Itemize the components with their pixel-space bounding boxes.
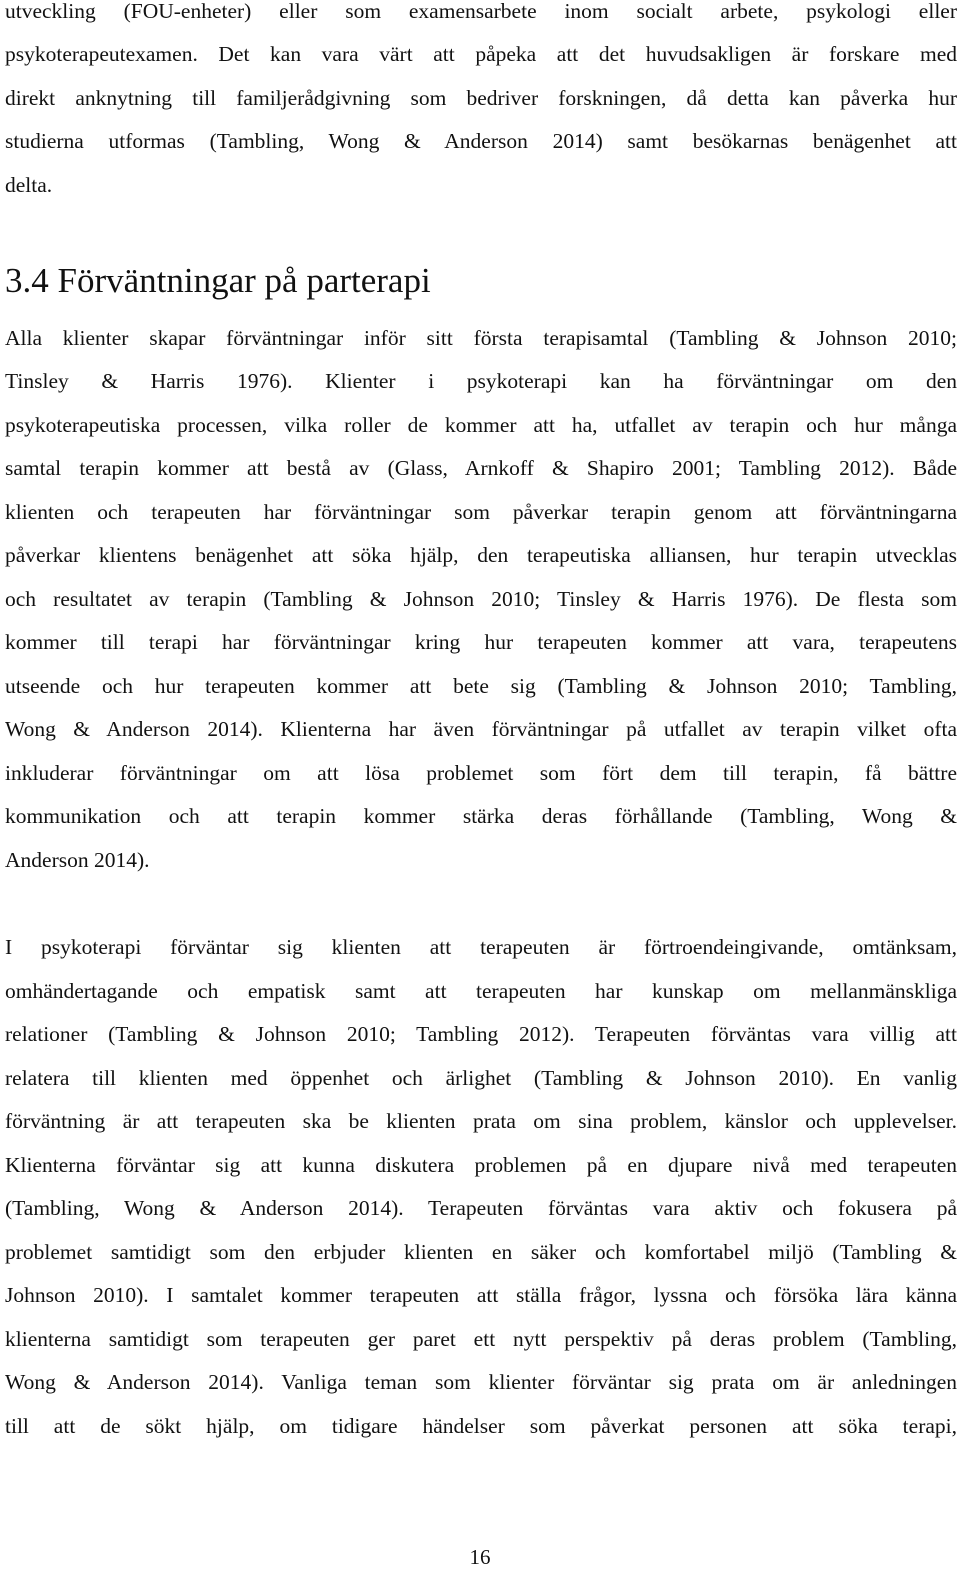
text-line: Wong & Anderson 2014). Klienterna har även förväntningar på utfallet av terapin vilket ofta xyxy=(5,717,957,741)
text-line: Tinsley & Harris 1976). Klienter i psykoterapi kan ha förväntningar om den xyxy=(5,369,957,393)
text-line: relatera till klienten med öppenhet och ärlighet (Tambling & Johnson 2010). En vanlig xyxy=(5,1066,957,1090)
text-line: kommer till terapi har förväntningar kring hur terapeuten kommer att vara, terapeutens xyxy=(5,630,957,654)
text-line: inkluderar förväntningar om att lösa problemet som fört dem till terapin, få bättre xyxy=(5,761,957,785)
text-line: Johnson 2010). I samtalet kommer terapeuten att ställa frågor, lyssna och försöka lära känna xyxy=(5,1283,957,1307)
text-line: klienten och terapeuten har förväntningar som påverkar terapin genom att förväntningarna xyxy=(5,500,957,524)
section-heading: 3.4 Förväntningar på parterapi xyxy=(5,261,431,300)
text-line: utseende och hur terapeuten kommer att bete sig (Tambling & Johnson 2010; Tambling, xyxy=(5,674,957,698)
text-line: förväntning är att terapeuten ska be klienten prata om sina problem, känslor och upplevelser. xyxy=(5,1109,957,1133)
text-line: till att de sökt hjälp, om tidigare händelser som påverkat personen att söka terapi, xyxy=(5,1414,957,1438)
text-line: I psykoterapi förväntar sig klienten att terapeuten är förtroendeingivande, omtänksam, xyxy=(5,935,957,959)
text-line: relationer (Tambling & Johnson 2010; Tambling 2012). Terapeuten förväntas vara villig att xyxy=(5,1022,957,1046)
text-line: direkt anknytning till familjerådgivning som bedriver forskningen, då detta kan påverka hur xyxy=(5,86,957,110)
page-number: 16 xyxy=(469,1545,491,1569)
text-line: Wong & Anderson 2014). Vanliga teman som klienter förväntar sig prata om är anledningen xyxy=(5,1370,957,1394)
text-line: kommunikation och att terapin kommer stärka deras förhållande (Tambling, Wong & xyxy=(5,804,957,828)
text-line: delta. xyxy=(5,173,53,197)
text-line: utveckling (FOU-enheter) eller som examensarbete inom socialt arbete, psykologi eller xyxy=(5,0,957,23)
text-line: studierna utformas (Tambling, Wong & Anderson 2014) samt besökarnas benägenhet att xyxy=(5,129,957,153)
text-line: samtal terapin kommer att bestå av (Glass, Arnkoff & Shapiro 2001; Tambling 2012). Både xyxy=(5,456,957,480)
text-line: omhändertagande och empatisk samt att terapeuten har kunskap om mellanmänskliga xyxy=(5,979,957,1003)
text-line: Anderson 2014). xyxy=(5,848,150,872)
text-line: påverkar klientens benägenhet att söka hjälp, den terapeutiska alliansen, hur terapin utvecklas xyxy=(5,543,957,567)
text-line: Klienterna förväntar sig att kunna diskutera problemen på en djupare nivå med terapeuten xyxy=(5,1153,957,1177)
text-line: (Tambling, Wong & Anderson 2014). Terapeuten förväntas vara aktiv och fokusera på xyxy=(5,1196,957,1220)
text-line: och resultatet av terapin (Tambling & Johnson 2010; Tinsley & Harris 1976). De flesta som xyxy=(5,587,957,611)
text-line: klienterna samtidigt som terapeuten ger paret ett nytt perspektiv på deras problem (Tambling, xyxy=(5,1327,957,1351)
text-line: Alla klienter skapar förväntningar inför sitt första terapisamtal (Tambling & Johnson 2010; xyxy=(5,326,957,350)
text-line: psykoterapeutexamen. Det kan vara värt att påpeka att det huvudsakligen är forskare med xyxy=(5,42,957,66)
text-line: psykoterapeutiska processen, vilka roller de kommer att ha, utfallet av terapin och hur många xyxy=(5,413,957,437)
text-line: problemet samtidigt som den erbjuder klienten en säker och komfortabel miljö (Tambling & xyxy=(5,1240,957,1264)
